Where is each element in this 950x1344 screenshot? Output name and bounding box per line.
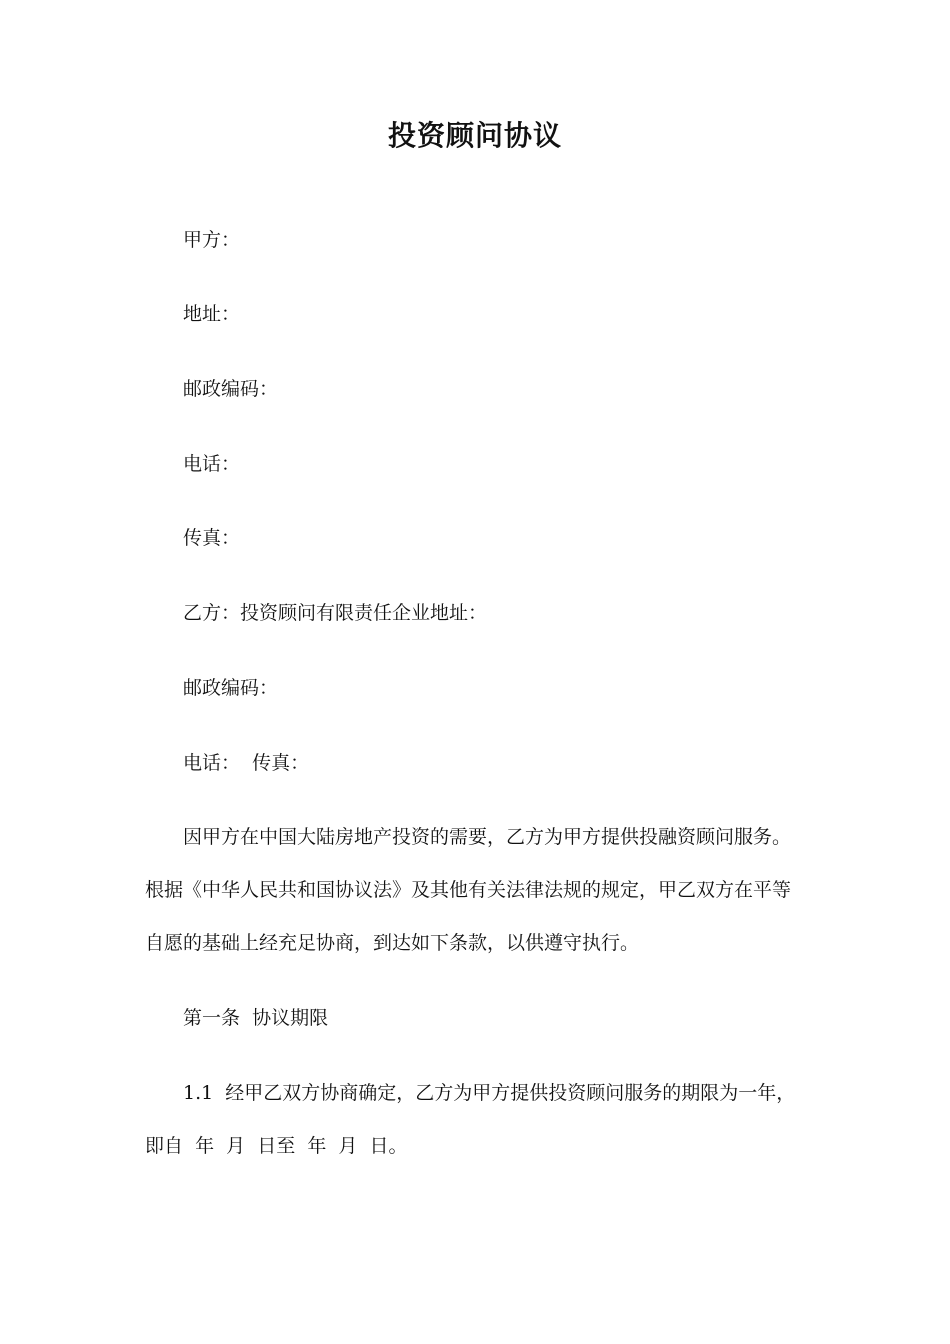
preamble-line: 因甲方在中国大陆房地产投资的需要，乙方为甲方提供投融资顾问服务。 bbox=[183, 826, 792, 848]
article-1-heading: 第一条 协议期限 bbox=[183, 1007, 329, 1029]
party-b-name-line: 乙方：投资顾问有限责任企业地址： bbox=[183, 602, 488, 624]
party-a-phone-label: 电话： bbox=[183, 453, 241, 475]
party-b-postcode-label: 邮政编码： bbox=[183, 677, 279, 699]
document-title: 投资顾问协议 bbox=[387, 119, 562, 152]
party-a-fax-label: 传真： bbox=[183, 527, 241, 549]
party-a-address-label: 地址： bbox=[183, 303, 241, 325]
clause-1-1-line: 即自 年 月 日至 年 月 日。 bbox=[145, 1135, 408, 1157]
party-b-phone-fax-line: 电话： 传真： bbox=[183, 752, 310, 774]
clause-1-1-line: 1.1 经甲乙双方协商确定，乙方为甲方提供投资顾问服务的期限为一年， bbox=[183, 1082, 796, 1104]
preamble-line: 自愿的基础上经充足协商，到达如下条款，以供遵守执行。 bbox=[145, 932, 640, 954]
party-a-postcode-label: 邮政编码： bbox=[183, 378, 279, 400]
preamble-line: 根据《中华人民共和国协议法》及其他有关法律法规的规定，甲乙双方在平等 bbox=[145, 879, 792, 901]
party-a-name-label: 甲方： bbox=[183, 229, 241, 251]
